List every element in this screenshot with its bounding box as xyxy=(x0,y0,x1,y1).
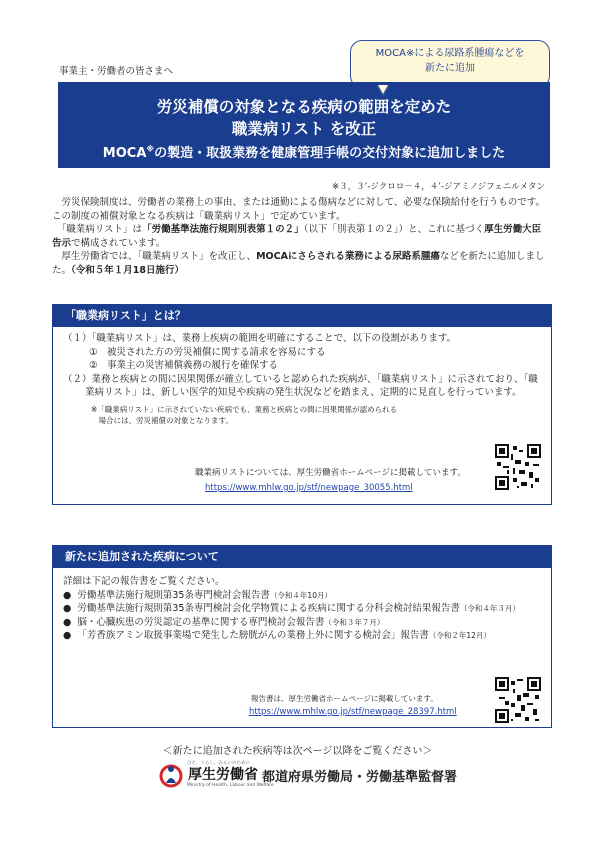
list-item-text: 労働基準法施行規則第35条専門検討会報告書 xyxy=(77,589,270,601)
intro-p2 xyxy=(52,223,550,250)
list-item-date: （令和４年10月） xyxy=(269,590,332,600)
section-new-diseases xyxy=(52,545,552,728)
intro-p2-d: 厚生労働大臣告示 xyxy=(52,224,542,249)
next-page-note: ＜新たに追加された疾病等は次ページ以降をご覧ください＞ xyxy=(162,746,433,757)
banner-title2: 職業病リスト を改正 xyxy=(231,120,377,138)
intro-p2-a: 「職業病リスト」は xyxy=(52,224,143,235)
intro-p3-c: などを新たに追加しました。 xyxy=(52,251,545,276)
section-what-is-list xyxy=(52,304,552,505)
banner-subtitle-pre: MOCA xyxy=(102,146,147,161)
intro-p2-e: で構成されています。 xyxy=(71,237,166,249)
callout-tail-inner xyxy=(378,85,388,94)
section1-item1: （１）「職業病リスト」は、業務上疾病の範囲を明確にすることで、以下の役割があります。 xyxy=(63,333,457,344)
banner-subtitle-post: の製造・取扱業務を健康管理手帳の交付対象に追加しました xyxy=(154,146,506,161)
intro-p3-a: 厚生労働省では、「職業病リスト」を改正し、 xyxy=(52,251,257,262)
section1-note1: ※「職業病リスト」に示されていない疾病でも、業務と疾病との間に因果関係が認められる xyxy=(91,404,398,414)
bureau-name: 都道府県労働局・労働基準監督署 xyxy=(262,770,458,785)
intro-text xyxy=(52,196,550,277)
section2-hp-text: 報告書は、厚生労働省ホームページに掲載しています。 xyxy=(251,694,438,703)
section1-sub2: ② 事業主の災害補償義務の履行を確保する xyxy=(89,360,279,371)
intro-p3 xyxy=(52,250,550,277)
list-item-text: 「芳香族アミン取扱事業場で発生した膀胱がんの業務上外に関する検討会」報告書 xyxy=(77,630,429,641)
logo-name: 厚生労働省 xyxy=(188,767,258,783)
section2-header: 新たに追加された疾病について xyxy=(53,546,551,568)
addressee: 事業主・労働者の皆さまへ xyxy=(59,66,174,77)
section2-intro: 詳細は下記の報告書をご覧ください。 xyxy=(63,576,225,587)
qr-code-icon[interactable] xyxy=(495,444,541,490)
callout-bubble xyxy=(350,40,550,88)
list-item-date: （令和３年７月） xyxy=(324,617,385,627)
list-item-date: （令和２年12月） xyxy=(428,631,491,640)
list-item-date: （令和４年３月） xyxy=(459,604,520,613)
list-item: ● 労働基準法施行規則第35条専門検討会化学物質による疾病に関する分科会検討結果報告書（令和４年３月） xyxy=(63,603,520,614)
list-item: ● 労働基準法施行規則第35条専門検討会報告書（令和４年10月） xyxy=(63,589,332,601)
section1-sub1: ① 被災された方の労災補償に関する請求を容易にする xyxy=(89,346,326,358)
list-item-text: 脳・心臓疾患の労災認定の基準に関する専門検討会報告書 xyxy=(77,616,325,628)
callout-line2: 新たに追加 xyxy=(425,63,475,74)
intro-p1: 労災保険制度は、労働者の業務上の事由、または通勤による傷病などに対して、必要な保険給付を行うものです。この制度の補償対象となる疾病は「職業病リスト」で定めています。 xyxy=(52,197,546,222)
banner-subtitle-mark: ※ xyxy=(146,144,155,154)
section1-header: 「職業病リスト」とは？ xyxy=(53,305,551,327)
banner-subtitle xyxy=(58,142,550,161)
section1-item2: （２）業務と疾病との間に因果関係が確立していると認められた疾病が、「職業病リスト」に示されており、「職業病リスト」は、新しい医学的知見や疾病の発生状況などを踏まえ、定期的に見直しを行っています。 xyxy=(63,373,538,398)
banner-title1: 労災補償の対象となる疾病の範囲を定めた xyxy=(156,98,452,116)
intro-p2-b: 「労働基準法施行規則別表第１の２」 xyxy=(142,224,304,235)
intro-p2-c: （以下「別表第１の２」）と、これに基づく xyxy=(303,224,485,235)
section1-url-link[interactable]: https://www.mhlw.go.jp/stf/newpage_30055.html xyxy=(205,483,413,493)
chemical-footnote: ※３，３’-ジクロロ－４，４’-ジアミノジフェニルメタン xyxy=(332,182,545,192)
section1-body xyxy=(63,332,541,426)
callout-line1: MOCA※による尿路系腫瘍などを xyxy=(375,48,525,59)
logo-english: Ministry of Health, Labour and Welfare xyxy=(187,783,274,788)
section2-body xyxy=(63,575,541,643)
list-item-text: 労働基準法施行規則第35条専門検討会化学物質による疾病に関する分科会検討結果報告書 xyxy=(77,603,460,614)
title-banner xyxy=(58,82,550,168)
section1-note2: 場合には、労災補償の対象となります。 xyxy=(91,415,233,425)
section2-url-link[interactable]: https://www.mhlw.go.jp/stf/newpage_28397.html xyxy=(249,707,457,717)
logo-tagline: ひと、くらし、みらいのために xyxy=(187,761,250,766)
section1-hp-text: 職業病リストについては、厚生労働省ホームページに掲載しています。 xyxy=(195,468,466,478)
list-item: ● 脳・心臓疾患の労災認定の基準に関する専門検討会報告書（令和３年７月） xyxy=(63,616,385,628)
qr-code-icon[interactable] xyxy=(495,677,541,723)
intro-p3-b: MOCAにさらされる業務による尿路系腫瘍 xyxy=(256,251,440,262)
list-item: ● 「芳香族アミン取扱事業場で発生した膀胱がんの業務上外に関する検討会」報告書（令和２年12月） xyxy=(63,630,491,641)
ministry-logo-icon xyxy=(158,763,184,789)
intro-p3-d: （令和５年１月18日施行） xyxy=(71,264,184,276)
